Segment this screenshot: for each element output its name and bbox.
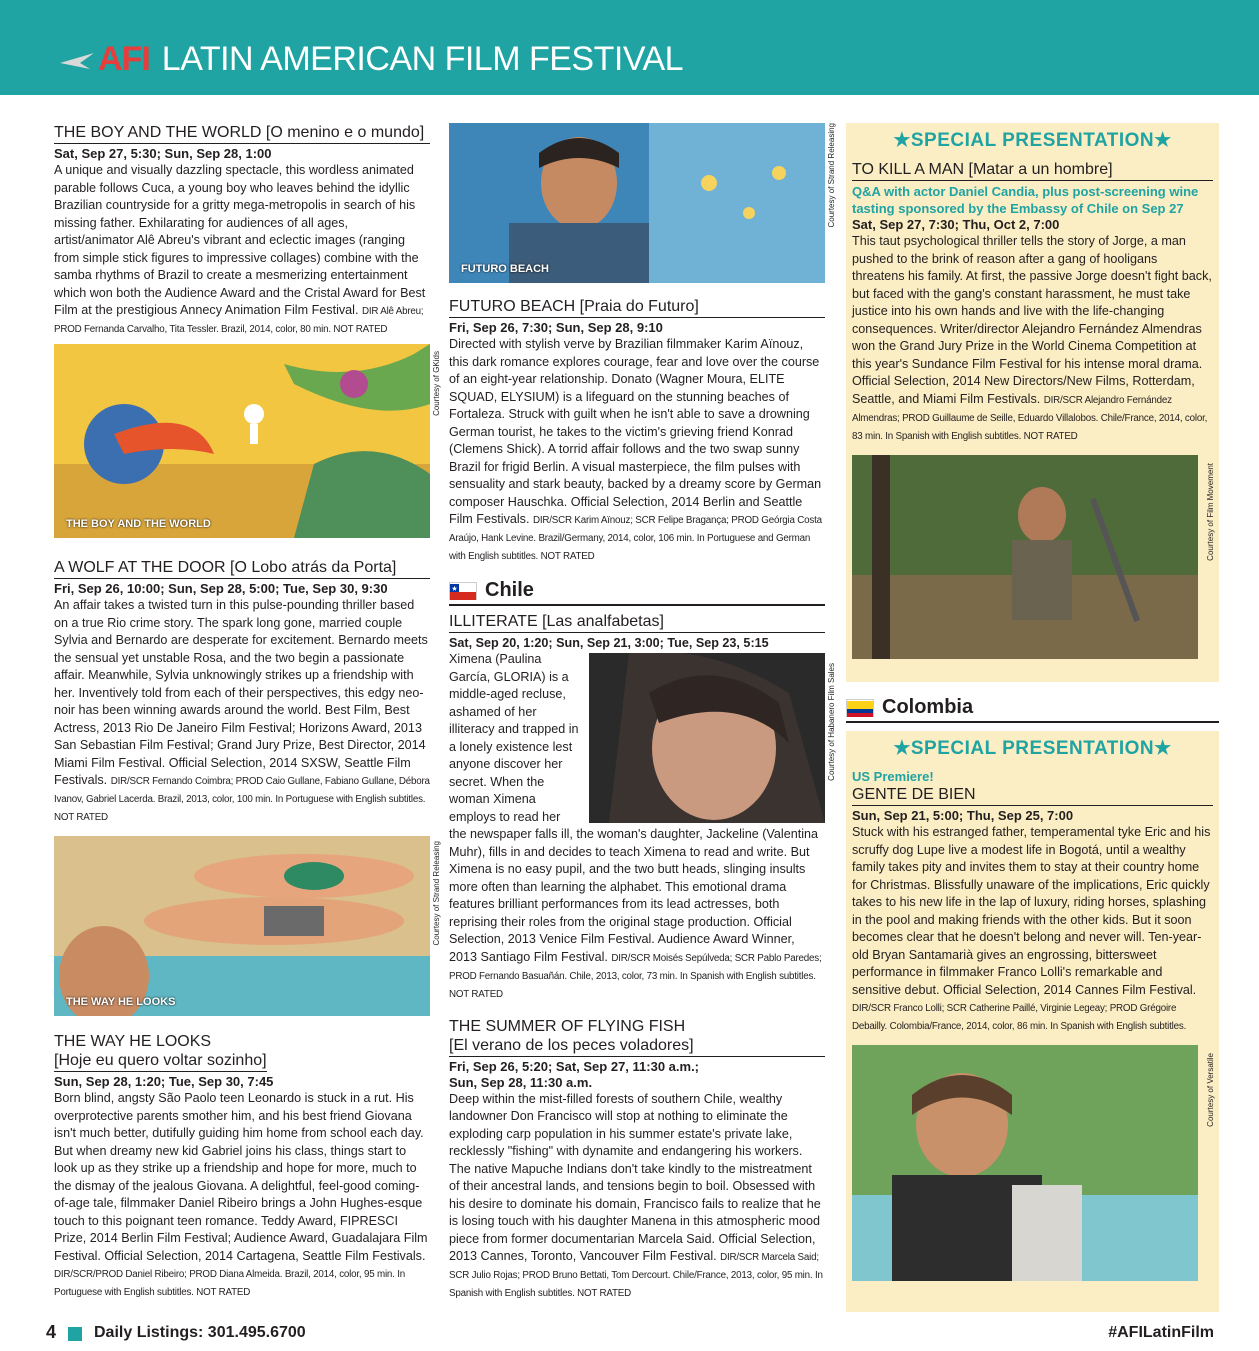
film-subtitle: [Hoje eu quero voltar sozinho] [54, 1051, 267, 1072]
film-dates: Sat, Sep 20, 1:20; Sun, Sep 21, 3:00; Tue, Sep 23, 5:15 [449, 636, 769, 650]
special-presentation-box-2 [846, 731, 1219, 1312]
footer-square-icon [68, 1327, 82, 1341]
photo-caption: THE WAY HE LOOKS [66, 996, 176, 1008]
film-description: Born blind, angsty São Paolo teen Leonardo is stuck in a rut. His overprotective parents smother him, and his best friend Giovana isn't much better, dutifully guiding him home from school each day. But when dreamy new kid Gabriel joins his class, things start to look up as they strike up a friendship and hope for more, much to the dismay of the jealous Giovana. A delightful, feel-good coming-of-age tale, filmmaker Daniel Ribeiro brings a John Hughes-esque touch to this poignant teen romance. Teddy Award, FIPRESCI Prize, 2014 Berlin Film Festival; Audience Award, Guadalajara Film Festival. Official Selection, 2014 Cartagena, Seattle Film Festivals. [54, 1091, 428, 1263]
film-dates: Sun, Sep 28, 1:20; Tue, Sep 30, 7:45 [54, 1074, 274, 1089]
photo-caption: FUTURO BEACH [461, 263, 549, 275]
afi-bird-icon [60, 49, 94, 71]
film-description: Deep within the mist-filled forests of southern Chile, wealthy landowner Don Francisco will stop at nothing to eliminate the exploding carp population in his summer estate's private lake, recklessly "fishing" with dynamite and endangering his workers. The native Mapuche Indians don't take kindly to the mistreatment of their ancestral lands, and tensions begin to boil. Obsessed with his desire to dominate his domain, Francisco fails to realize that he is losing touch with his daughter Manena in this atmospheric mood piece from former documentarian Marcela Said. Official Selection, 2013 Cannes, Toronto, Vancouver Film Festival. [449, 1091, 821, 1263]
page-number: 4 [46, 1322, 57, 1342]
colombia-flag-icon [846, 699, 874, 717]
film-illiterate [449, 612, 825, 1003]
gente-de-bien-photo [852, 1045, 1198, 1281]
to-kill-a-man-photo [852, 455, 1198, 659]
header-banner [0, 0, 1259, 95]
film-credits: DIR/SCR/PROD Daniel Ribeiro; PROD Diana Almeida. Brazil, 2014, color, 95 min. In Portuguese with English subtitles. NOT RATED [54, 1269, 405, 1298]
film-description: Stuck with his estranged father, temperamental tyke Eric and his scruffy dog Lupe live a modest life in Bogotá, until a wealthy family takes pity and invites them to stay at their country home for Christmas. Blissfully unaware of the implications, Eric quickly takes to his new life in the lap of luxury, riding horses, splashing in the pool and making friends with the other kids. But it soon becomes clear that he doesn't belong and never will. Ten-year-old Bryan Santamarià gives an engrossing, bittersweet performance in filmmaker Franco Lolli's remarkable and sensitive debut. Official Selection, 2014 Cannes Film Festival. [852, 825, 1211, 997]
column-2 [449, 123, 836, 1302]
photo-credit: Courtesy of Film Movement [1206, 463, 1215, 561]
country-header-chile [449, 579, 825, 606]
film-summer-of-flying-fish [449, 1017, 825, 1303]
festival-title: LATIN AMERICAN FILM FESTIVAL [161, 40, 684, 78]
film-dates: Sat, Sep 27, 7:30; Thu, Oct 2, 7:00 [852, 217, 1060, 232]
event-note: US Premiere! [852, 769, 934, 784]
photo-credit: Courtesy of GKids [432, 351, 441, 416]
film-credits: DIR/SCR Marcela Said; SCR Julio Rojas; PROD Bruno Bettati, Tom Dercourt. Chile/France, 2013, color, 95 min. In Spanish with English subtitles. NOT RATED [449, 1252, 823, 1299]
boy-and-the-world-photo [54, 344, 430, 538]
film-dates: Sun, Sep 21, 5:00; Thu, Sep 25, 7:00 [852, 808, 1074, 823]
afi-logo: AFI [98, 40, 150, 78]
film-description: Ximena (Paulina García, GLORIA) is a middle-aged recluse, ashamed of her illiteracy and trapped in a lonely existence lest anyone discover her secret. When the woman Ximena employs to read her the newspaper falls [449, 652, 579, 841]
film-title: THE WAY HE LOOKS [54, 1033, 212, 1050]
film-description: An affair takes a twisted turn in this pulse-pounding thriller based on a true Rio crime story. The spark long gone, married couple Sylvia and Bernardo are desperate for excitement. Bernardo meets the sensual yet unstable Rosa, and the two begin a passionate affair. Meanwhile, Sylvia unknowingly strikes up a friendship with her. Inventively told from each of their perspectives, this edgy neo-noir has been winning awards around the world. Best Film, Best Actress, 2013 Rio De Janeiro Film Festival; Horizons Award, 2013 San Sebastian Film Festival; Grand Jury Prize, Best Director, 2014 Miami Film Festival. Official Selection, 2014 SXSW, Seattle Film Festivals. [54, 598, 428, 787]
photo-caption: THE BOY AND THE WORLD [66, 518, 211, 530]
film-title: THE SUMMER OF FLYING FISH [449, 1017, 686, 1035]
film-title: FUTURO BEACH [Praia do Futuro] [449, 297, 825, 318]
film-dates-2: Sun, Sep 28, 11:30 a.m. [449, 1074, 593, 1090]
futuro-beach-photo [449, 123, 825, 283]
hashtag: #AFILatinFilm [1108, 1324, 1214, 1341]
country-name: Colombia [882, 696, 974, 718]
photo-credit: Courtesy of Strand Releasing [827, 123, 836, 228]
film-description: This taut psychological thriller tells the story of Jorge, a man pushed to the brink of reason after a gang of hooligans threatens his family. At first, the passive Jorge doesn't fight back, but faced with the gang's constant harassment, he must take justice into his own hands and live with the life-changing consequences. Writer/director Alejandro Fernández Almendras won the Grand Jury Prize in the World Cinema Competition at this year's Sundance Film Festival for his intense moral drama. Official Selection, 2014 New Directors/New Films, Rotterdam, Seattle, and Miami Film Festivals. [852, 234, 1212, 406]
daily-listings-phone: Daily Listings: 301.495.6700 [94, 1324, 306, 1341]
column-3 [846, 123, 1219, 1312]
film-description: A unique and visually dazzling spectacle, this wordless animated parable follows Cuca, a young boy who leaves behind the idyllic Brazilian countryside for a gritty mega-metropolis in search of his missing father. Exhilarating for audiences of all ages, artist/animator Alê Abreu's vibrant and eclectic images (ranging from simple stick figures to impressive collages) combine with the samba rhythms of Brazil to create a mesmerizing entertainment which won both the Audience Award and the Cristal Award for Best Film at the prestigious Annecy Animation Film Festival. [54, 163, 426, 317]
film-credits: DIR/SCR Fernando Coimbra; PROD Caio Gullane, Fabiano Gullane, Débora Ivanov, Gabriel Lacerda. Brazil, 2013, color, 100 min. In Portuguese with English subtitles. NOT RATED [54, 776, 430, 823]
film-futuro-beach [449, 297, 825, 565]
film-boy-and-the-world [54, 123, 430, 338]
photo-credit: Courtesy of Habanero Film Sales [827, 663, 836, 781]
page-footer [46, 1322, 1216, 1346]
film-title: GENTE DE BIEN [852, 785, 1213, 806]
film-dates: Fri, Sep 26, 7:30; Sun, Sep 28, 9:10 [449, 320, 663, 335]
film-subtitle: [El verano de los peces voladores] [449, 1036, 825, 1057]
film-credits: DIR/SCR Franco Lolli; SCR Catherine Paillé, Virginie Legeay; PROD Grégoire Debailly. Colombia/France, 2014, color, 86 min. In Spanish with English subtitles. [852, 1003, 1187, 1032]
country-name: Chile [485, 579, 534, 601]
way-he-looks-photo [54, 836, 430, 1016]
photo-credit: Courtesy of Strand Releasing [432, 841, 441, 946]
film-title: A WOLF AT THE DOOR [O Lobo atrás da Porta] [54, 558, 430, 579]
film-dates: Fri, Sep 26, 5:20; Sat, Sep 27, 11:30 a.m.; [449, 1058, 700, 1074]
illiterate-photo [589, 653, 825, 823]
country-header-colombia [846, 696, 1219, 723]
film-credits: DIR/SCR Karim Aïnouz; SCR Felipe Bragança; PROD Geórgia Costa Araújo, Hank Levine. Brazil/Germany, 2014, color, 106 min. In Portuguese and German with English subtitles. NOT RATED [449, 515, 822, 562]
film-description-continued: ill, the woman's daughter, Jackeline (Valentina Muhr), fills in and decides to teach Ximena to read and write. But Ximena is no easy pupil, and the two butt heads, slinging insults more often than learning the alphabet. This emotional drama features brilliant performances from its lead actresses, both reprising their roles from the original stage production. Official Selection, 2013 Venice Film Festival. Audience Award Winner, 2013 Santiago Film Festival. [449, 827, 819, 964]
film-credits: DIR Alê Abreu; PROD Fernanda Carvalho, Tita Tessler. Brazil, 2014, color, 80 min. NOT RATED [54, 306, 424, 335]
film-dates: Fri, Sep 26, 10:00; Sun, Sep 28, 5:00; Tue, Sep 30, 9:30 [54, 581, 388, 596]
film-wolf-at-the-door [54, 558, 430, 826]
special-presentation-label: ★SPECIAL PRESENTATION★ [893, 130, 1172, 151]
photo-credit: Courtesy of Versatile [1206, 1053, 1215, 1127]
event-note: Q&A with actor Daniel Candia, plus post-screening wine tasting sponsored by the Embassy of Chile on Sep 27 [852, 184, 1199, 216]
film-credits: DIR/SCR Moisés Sepúlveda; SCR Pablo Paredes; PROD Fernando Basuañán. Chile, 2013, color, 73 min. In Spanish with English subtitles. NOT RATED [449, 952, 822, 1000]
film-way-he-looks [54, 1032, 430, 1301]
column-1 [54, 123, 441, 1301]
film-title: ILLITERATE [Las analfabetas] [449, 612, 825, 633]
special-presentation-label: ★SPECIAL PRESENTATION★ [893, 738, 1172, 759]
film-title: THE BOY AND THE WORLD [O menino e o mundo] [54, 123, 430, 144]
film-title: TO KILL A MAN [Matar a un hombre] [852, 160, 1213, 181]
film-description: Directed with stylish verve by Brazilian filmmaker Karim Aïnouz, this dark romance explores courage, fear and love over the course of an eight-year relationship. Donato (Wagner Moura, ELITE SQUAD, ELYSIUM) is a lifeguard on the stunning beaches of Fortaleza. Struck with guilt when he isn't able to save a drowning German tourist, he takes to the victim's grieving friend Konrad (Clemens Shick). A torrid affair follows and the two swap sunny Brazil for frigid Berlin. A visual masterpiece, the film pulses with sensuality and stark beauty, backed by a dreamy score by German composer Hauschka. Official Selection, 2014 Berlin and Seattle Film Festivals. [449, 337, 822, 526]
chile-flag-icon [449, 582, 477, 600]
film-dates: Sat, Sep 27, 5:30; Sun, Sep 28, 1:00 [54, 146, 272, 161]
film-credits: DIR/SCR Alejandro Fernández Almendras; PROD Guillaume de Seille, Eduardo Villalobos. Chile/France, 2014, color, 83 min. In Spanish with English subtitles. NOT RATED [852, 394, 1208, 442]
special-presentation-box [846, 123, 1219, 682]
